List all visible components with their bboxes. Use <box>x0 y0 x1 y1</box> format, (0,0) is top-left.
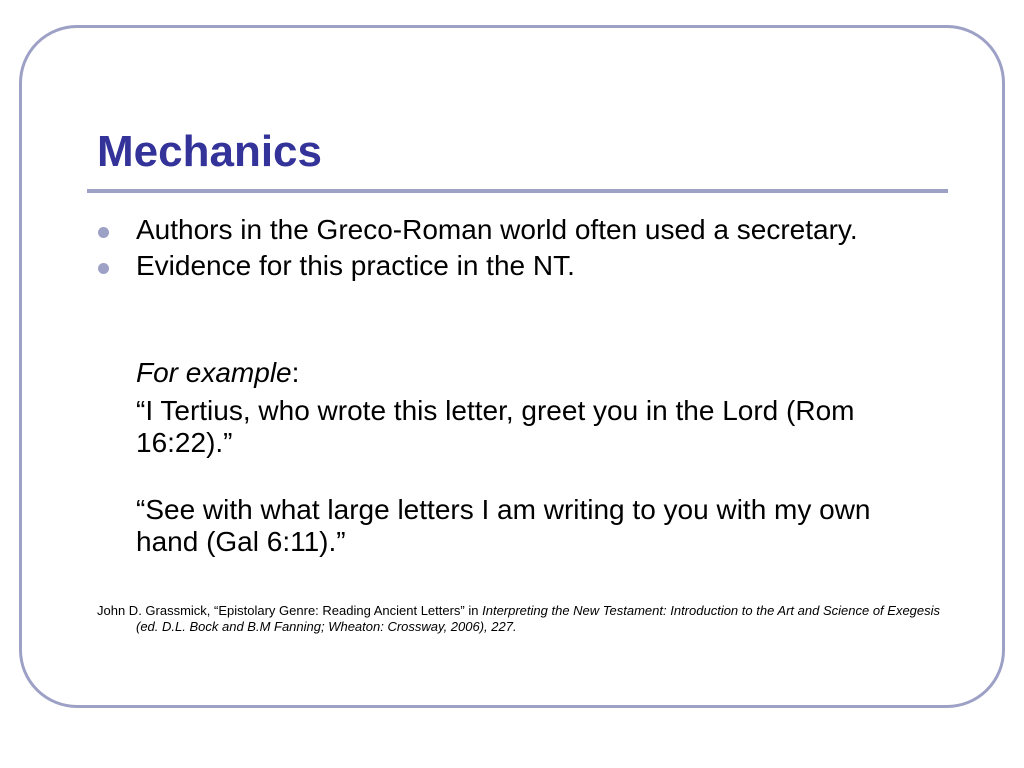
title-divider <box>87 189 948 193</box>
bullet-dot-icon <box>98 227 109 238</box>
example-label-italic: For example <box>136 357 292 388</box>
citation-source: Interpreting the New Testament: Introduction to the Art and Science of Exegesis (ed. D.L. Bock and B.M Fanning; Wheaton: Crossway, 2006), 227. <box>136 603 941 634</box>
example-label <box>136 357 926 389</box>
quote-gal: “See with what large letters I am writing to you with my own hand (Gal 6:11).” <box>136 494 871 557</box>
example-label-colon: : <box>291 357 300 388</box>
bullet-item <box>97 250 897 282</box>
bullet-text: Evidence for this practice in the NT. <box>136 250 575 281</box>
bullet-text: Authors in the Greco-Roman world often used a secretary. <box>136 214 858 245</box>
bullet-item <box>97 214 897 246</box>
quote-rom: “I Tertius, who wrote this letter, greet you in the Lord (Rom 16:22).” <box>136 395 855 458</box>
citation-author: John D. Grassmick, “Epistolary Genre: Reading Ancient Letters” in <box>97 603 483 618</box>
citation <box>97 603 956 635</box>
bullet-list <box>97 214 897 286</box>
bullet-dot-icon <box>98 263 109 274</box>
slide-title: Mechanics <box>97 127 322 176</box>
example-block <box>136 357 926 558</box>
